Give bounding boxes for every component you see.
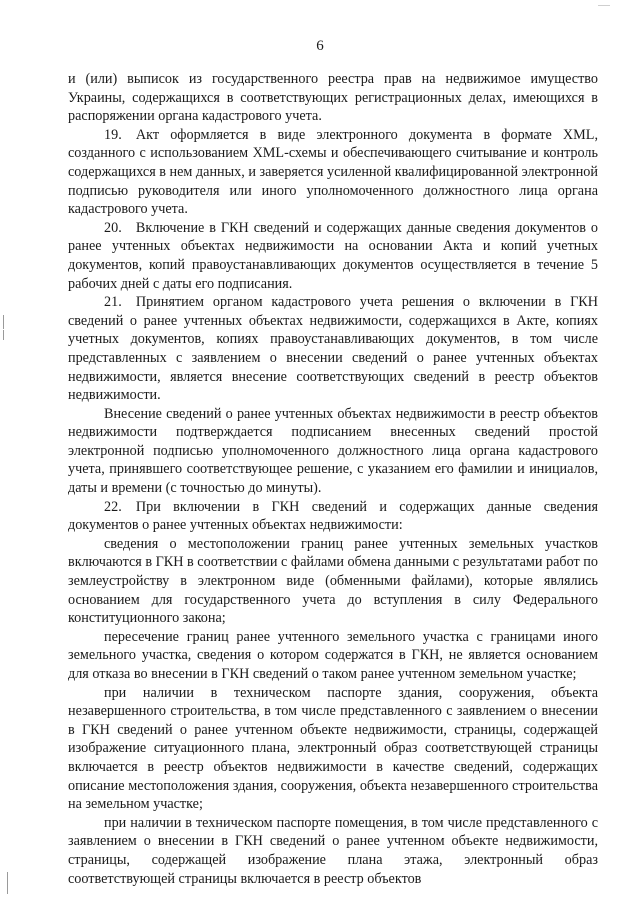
scan-artifact [7, 872, 8, 894]
paragraph-19: 19. Акт оформляется в виде электронного документа в формате XML, созданного с использованием XML-схемы и обеспечивающего считывание и контроль содержащихся в нем данных, и заверяется усиленной квалифицированной электронной подписью руководителя или иного уполномоченного должностного лица органа кадастрового учета. [68, 126, 598, 218]
paragraph-22-item-boundaries: сведения о местоположении границ ранее учтенных земельных участков включаются в ГКН в соответствии с файлами обмена данными с результатами работ по землеустройству в электронном виде (обменными файлами), которые являлись основанием для государственного учета до вступления в силу Федерального конституционного закона; [68, 535, 598, 627]
page-number: 6 [316, 38, 324, 54]
scan-artifact [598, 5, 610, 6]
scan-artifact [3, 315, 4, 329]
scan-artifact [3, 330, 4, 340]
paragraph-22-item-building-passport: при наличии в техническом паспорте здания, сооружения, объекта незавершенного строительства, в том числе представленного с заявлением о внесении в ГКН сведений о ранее учтенном объекте недвижимости, страницы, содержащей изображение ситуационного плана, электронный образ соответствующей страницы включается в реестр объектов недвижимости в качестве сведений, содержащих описание местоположения здания, сооружения, объекта незавершенного строительства на земельном участке; [68, 684, 598, 813]
paragraph-21-continued: Внесение сведений о ранее учтенных объектах недвижимости в реестр объектов недвижимости подтверждается подписанием внесенных сведений простой электронной подписью уполномоченного должностного лица органа кадастрового учета, принявшего соответствующее решение, с указанием его фамилии и инициалов, даты и времени (с точностью до минуты). [68, 405, 598, 497]
paragraph-22: 22. При включении в ГКН сведений и содержащих данные сведения документов о ранее учтенных объектах недвижимости: [68, 498, 598, 534]
paragraph-20: 20. Включение в ГКН сведений и содержащих данные сведения документов о ранее учтенных объектах недвижимости на основании Акта и копий учетных документов, копий правоустанавливающих документов осуществляется в течение 5 рабочих дней с даты его подписания. [68, 219, 598, 292]
paragraph-22-item-premises-passport: при наличии в техническом паспорте помещения, в том числе представленного с заявлением о внесении в ГКН сведений о ранее учтенном объекте недвижимости, страницы, содержащей изображение плана этажа, электронный образ соответствующей страницы включается в реестр объектов [68, 814, 598, 887]
paragraph-21: 21. Принятием органом кадастрового учета решения о включении в ГКН сведений о ранее учтенных объектах недвижимости, содержащихся в Акте, копиях учетных документов, копиях правоустанавливающих документов, в том числе представленных с заявлением о внесении сведений о ранее учтенных объектах недвижимости, является внесение соответствующих сведений в реестр объектов недвижимости. [68, 294, 598, 404]
paragraph-continuation: и (или) выписок из государственного реестра прав на недвижимое имущество Украины, содержащихся в соответствующих регистрационных делах, имеющихся в распоряжении органа кадастрового учета. [68, 71, 598, 125]
paragraph-22-item-intersection: пересечение границ ранее учтенного земельного участка с границами иного земельного участка, сведения о котором содержатся в ГКН, не является основанием для отказа во внесении в ГКН сведений о таком ранее учтенном земельном участке; [68, 628, 598, 682]
document-body [68, 70, 598, 888]
